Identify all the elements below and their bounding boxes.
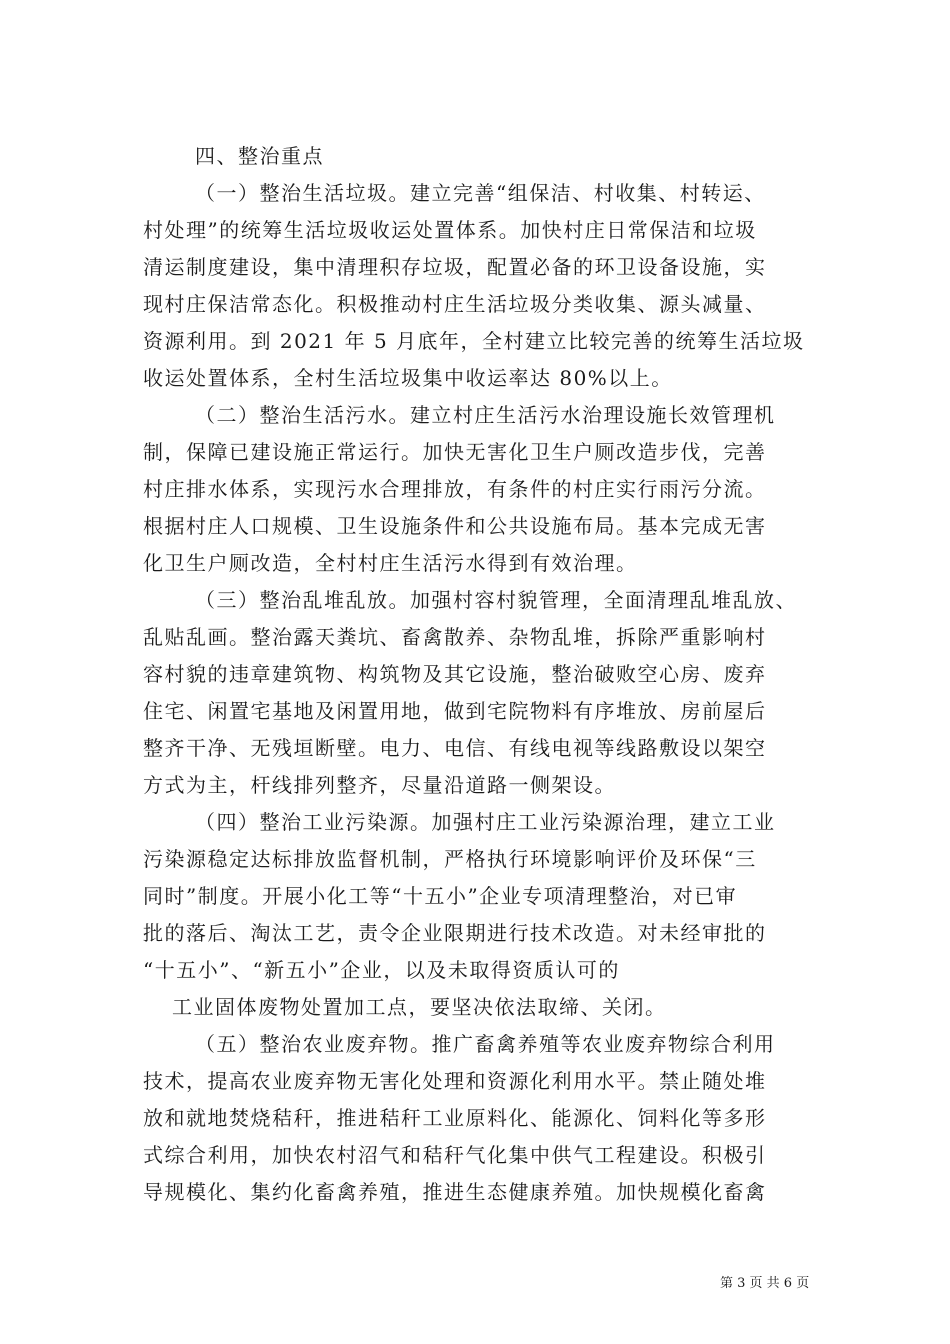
paragraph-line: 现村庄保洁常态化。积极推动村庄生活垃圾分类收集、源头减量、 (143, 292, 767, 316)
paragraph-line: 技术，提高农业废弃物无害化处理和资源化利用水平。禁止随处堆 (143, 1069, 767, 1093)
paragraph-line: 污染源稳定达标排放监督机制，严格执行环境影响评价及环保“三 (143, 847, 757, 871)
paragraph-line: （四）整治工业污染源。加强村庄工业污染源治理，建立工业 (195, 810, 776, 834)
paragraph-line: 村庄排水体系，实现污水合理排放，有条件的村庄实行雨污分流。 (143, 477, 767, 501)
paragraph-line: 根据村庄人口规模、卫生设施条件和公共设施布局。基本完成无害 (143, 514, 767, 538)
paragraph-line: 批的落后、淘汰工艺，责令企业限期进行技术改造。对未经审批的 (143, 921, 767, 945)
paragraph-line: （二）整治生活污水。建立村庄生活污水治理设施长效管理机 (195, 403, 776, 427)
paragraph-line: 清运制度建设，集中清理积存垃圾，配置必备的环卫设备设施，实 (143, 255, 767, 279)
paragraph-line: 化卫生户厕改造，全村村庄生活污水得到有效治理。 (143, 551, 638, 575)
paragraph-line: “十五小”、“新五小”企业，以及未取得资质认可的 (143, 958, 620, 982)
paragraph-line: 同时”制度。开展小化工等“十五小”企业专项清理整治，对已审 (143, 884, 738, 908)
paragraph-line: 式综合利用，加快农村沼气和秸秆气化集中供气工程建设。积极引 (143, 1143, 767, 1167)
page-number: 第 3 页 共 6 页 (720, 1276, 810, 1291)
paragraph-line: （五）整治农业废弃物。推广畜禽养殖等农业废弃物综合利用 (195, 1032, 776, 1056)
paragraph-line: 导规模化、集约化畜禽养殖，推进生态健康养殖。加快规模化畜禽 (143, 1180, 767, 1204)
section-heading: 四、整治重点 (195, 144, 324, 168)
paragraph-line: 乱贴乱画。整治露天粪坑、畜禽散养、杂物乱堆，拆除严重影响村 (143, 625, 767, 649)
paragraph-line: 收运处置体系，全村生活垃圾集中收运率达 80%以上。 (143, 366, 673, 390)
paragraph-line: 资源利用。到 2021 年 5 月底年，全村建立比较完善的统筹生活垃圾 (143, 329, 805, 353)
paragraph-line: 制，保障已建设施正常运行。加快无害化卫生户厕改造步伐，完善 (143, 440, 767, 464)
paragraph-line: 整齐干净、无残垣断壁。电力、电信、有线电视等线路敷设以架空 (143, 736, 767, 760)
paragraph-line: 村处理”的统筹生活垃圾收运处置体系。加快村庄日常保洁和垃圾 (143, 218, 757, 242)
paragraph-line: 放和就地焚烧秸秆，推进秸秆工业原料化、能源化、饲料化等多形 (143, 1106, 767, 1130)
paragraph-line: 容村貌的违章建筑物、构筑物及其它设施，整治破败空心房、废弃 (143, 662, 767, 686)
paragraph-line: 工业固体废物处置加工点，要坚决依法取缔、关闭。 (172, 995, 667, 1019)
paragraph-line: 住宅、闲置宅基地及闲置用地，做到宅院物料有序堆放、房前屋后 (143, 699, 767, 723)
paragraph-line: 方式为主，杆线排列整齐，尽量沿道路一侧架设。 (143, 773, 616, 797)
paragraph-line: （三）整治乱堆乱放。加强村容村貌管理，全面清理乱堆乱放、 (195, 588, 797, 612)
paragraph-line: （一）整治生活垃圾。建立完善“组保洁、村收集、村转运、 (195, 181, 766, 205)
